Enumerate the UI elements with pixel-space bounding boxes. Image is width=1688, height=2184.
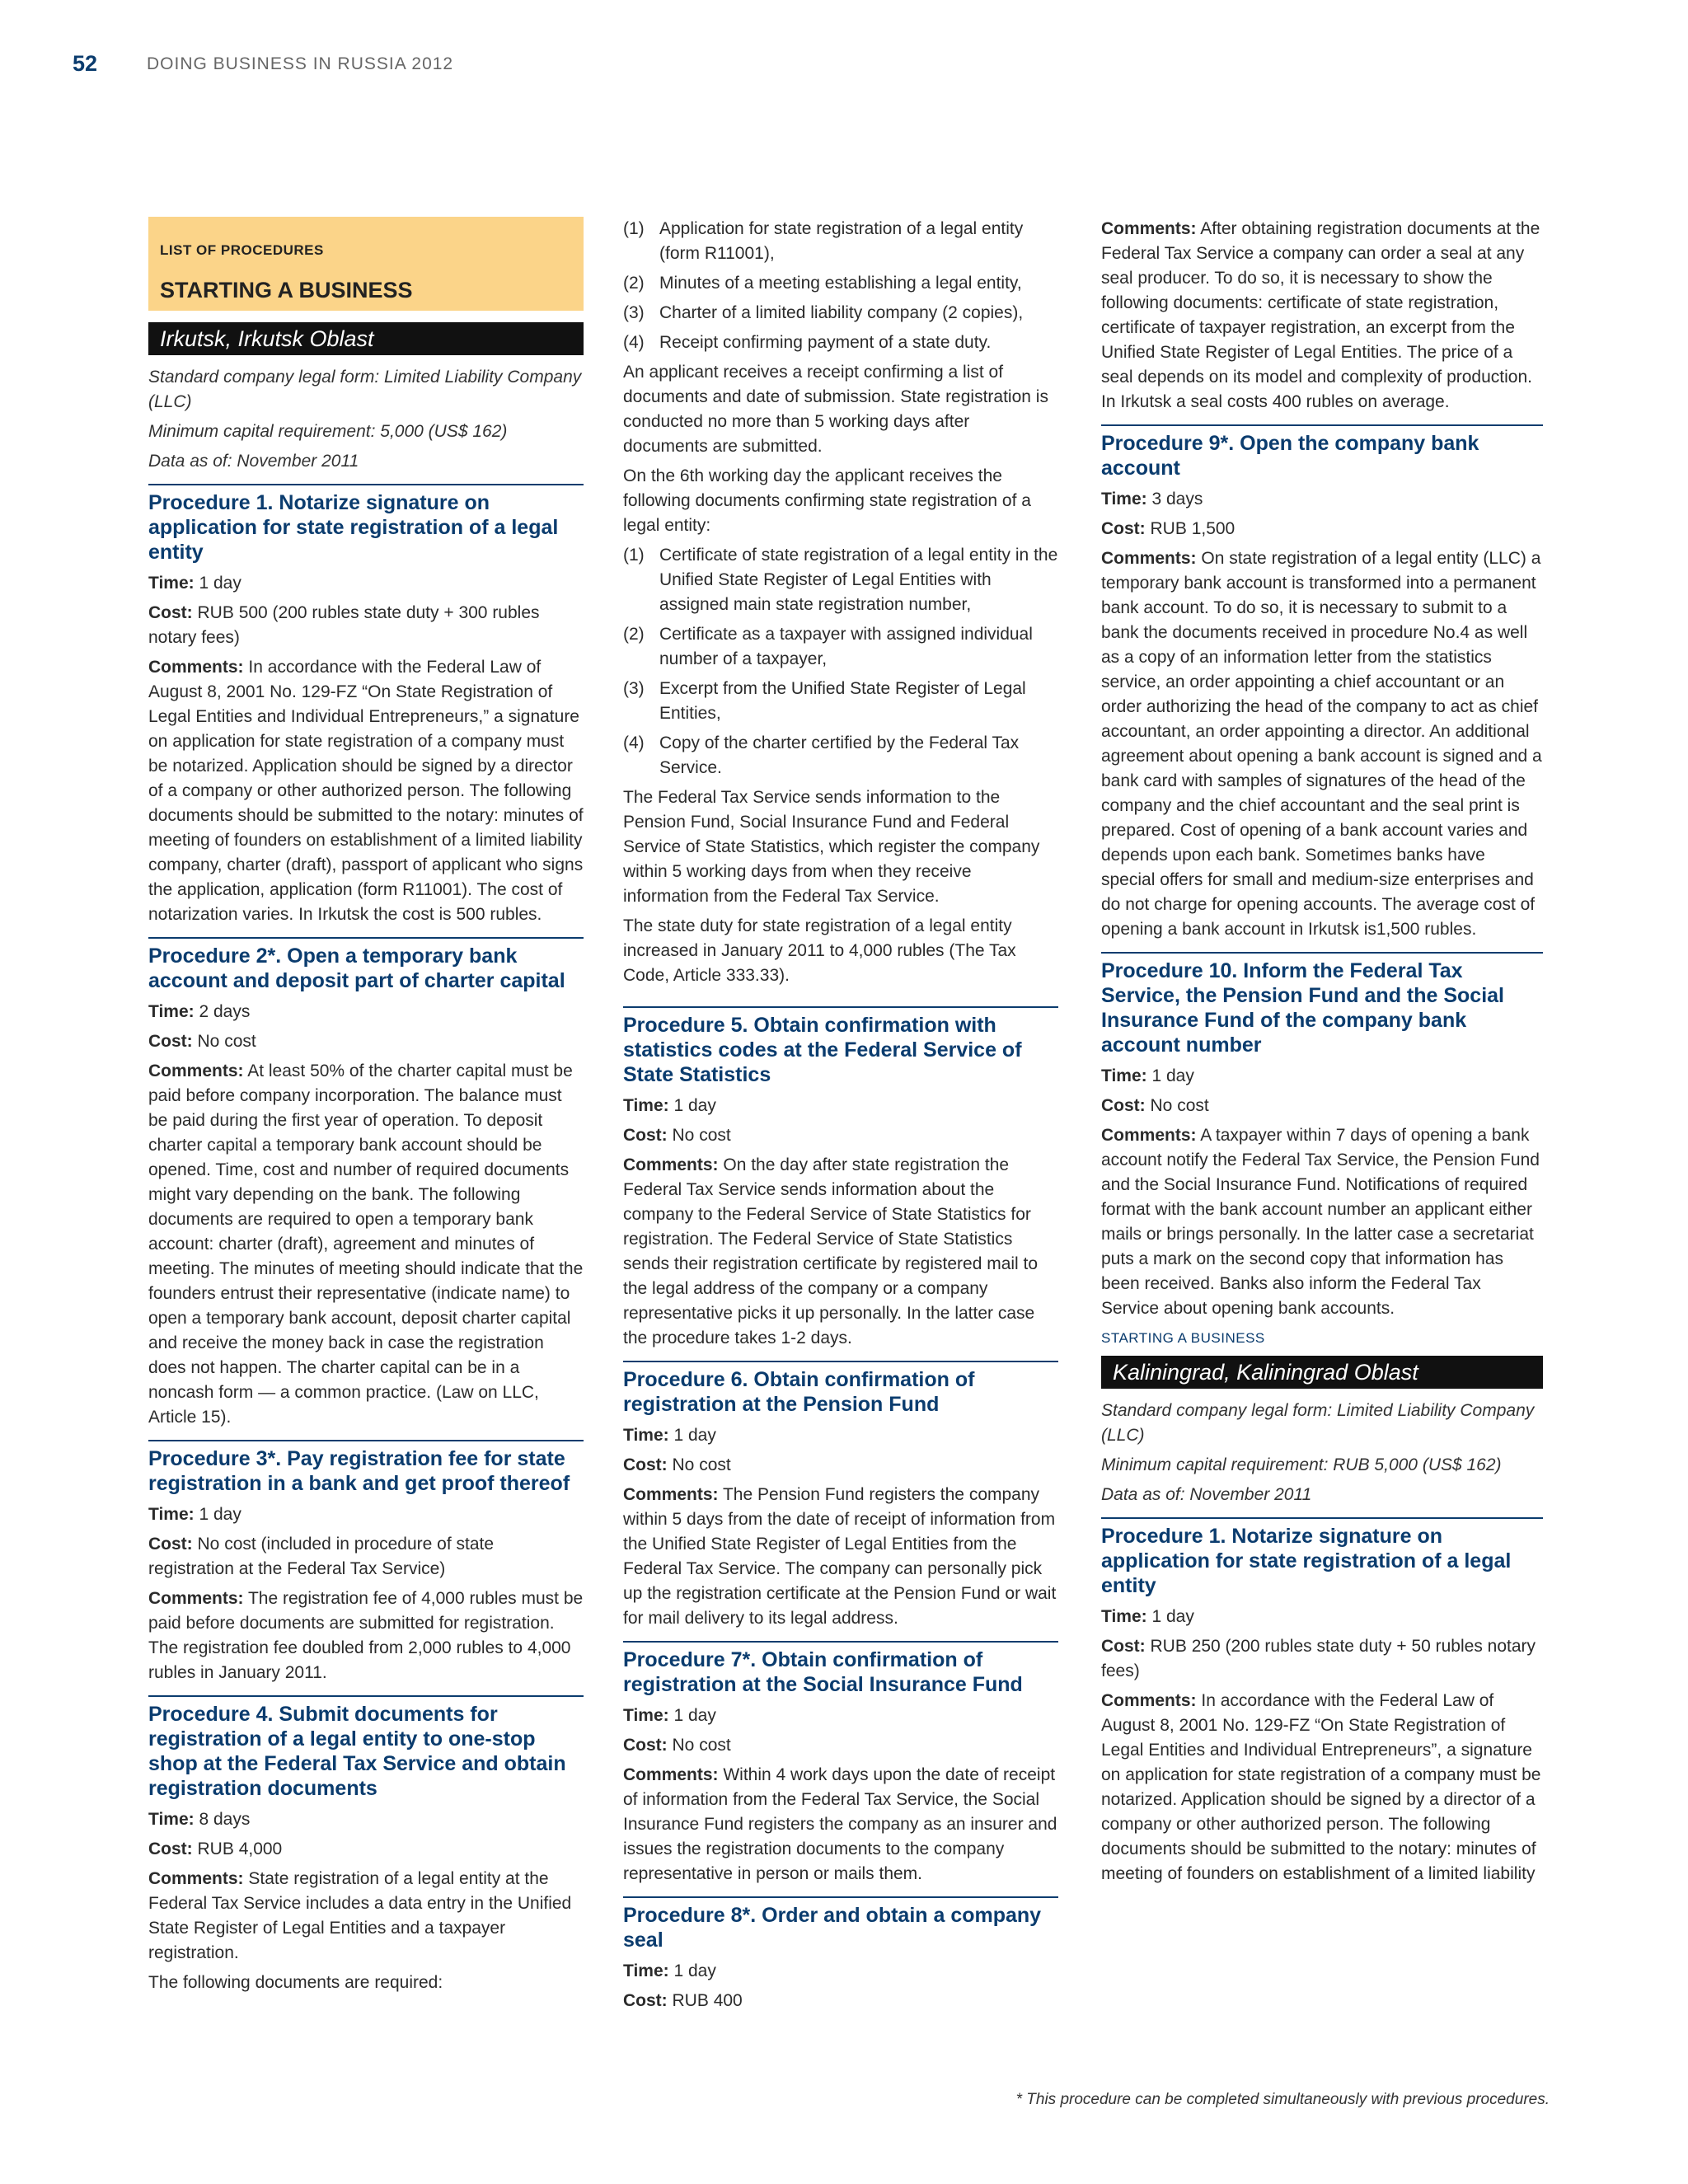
procedure-cost: Cost: RUB 500 (200 rubles state duty + 300 rubles notary fees): [148, 603, 540, 647]
box-label: LIST OF PROCEDURES: [160, 242, 324, 258]
procedure-cost: Cost: No cost: [148, 1032, 256, 1051]
paragraph: On the 6th working day the applicant receives the following documents confirming state registration of a legal entity:: [623, 466, 1031, 535]
city-heading: Kaliningrad, Kaliningrad Oblast: [1101, 1356, 1543, 1389]
list-item: (4) Receipt confirming payment of a state duty.: [623, 333, 992, 352]
procedure-time: Time: 1 day: [623, 1706, 716, 1725]
procedure-7: [623, 1641, 1058, 1886]
paragraph: The Federal Tax Service sends information to the Pension Fund, Social Insurance Fund and Federal Service of State Statistics, which register the company within 5 working days from when they receive information from the Federal Tax Service.: [623, 788, 1040, 906]
legal-form: Standard company legal form: Limited Liability Company (LLC): [1101, 1401, 1535, 1445]
procedure-title: Procedure 6. Obtain confirmation of registration at the Pension Fund: [623, 1368, 975, 1416]
list-item: (3) Charter of a limited liability company (2 copies),: [623, 303, 1024, 322]
paragraph: The state duty for state registration of a legal entity increased in January 2011 to 4,000 rubles (The Tax Code, Article 333.33).: [623, 916, 1016, 985]
procedure-title: Procedure 5. Obtain confirmation with statistics codes at the Federal Service of State Statistics: [623, 1014, 1022, 1086]
procedure-title: Procedure 8*. Order and obtain a company seal: [623, 1904, 1042, 1952]
list-item: (1) Certificate of state registration of a legal entity in the Unified State Register of Legal Entities with assigned main state registration number,: [623, 546, 1058, 614]
list-item: (4) Copy of the charter certified by the Federal Tax Service.: [623, 733, 1020, 777]
procedure-comments: Comments: Within 4 work days upon the date of receipt of information from the Federal Tax Service, the Social Insurance Fund registers the company as an insurer and issues the registration documents to the company representative in person or mails them.: [623, 1765, 1057, 1883]
procedure-cost: Cost: No cost (included in procedure of state registration at the Federal Tax Service): [148, 1535, 495, 1578]
section-label: STARTING A BUSINESS: [1101, 1330, 1265, 1346]
procedure-cost: Cost: No cost: [623, 1455, 731, 1474]
procedure-time: Time: 1 day: [623, 1426, 716, 1445]
procedure-cost: Cost: RUB 1,500: [1101, 519, 1236, 538]
procedure-8: [623, 1896, 1058, 2013]
procedure-4: [148, 1695, 584, 1995]
procedure-time: Time: 1 day: [148, 574, 241, 593]
kaliningrad-procedure-1: [1101, 1517, 1543, 1886]
data-as-of: Data as of: November 2011: [1101, 1485, 1312, 1504]
procedure-comments: Comments: In accordance with the Federal Law of August 8, 2001 No. 129-FZ “On State Registration of Legal Entities and Individual Entrepreneurs,” a signature on application for state registration of a company must be notarized. Application should be signed by a director of a company or other authorized person. The following documents should be submitted to the notary: minutes of meeting of founders on establishment of a limited liability company, charter (draft), passport of applicant who signs the application, application (form R11001). The cost of notarization varies. In Irkutsk the cost is 500 rubles.: [148, 658, 584, 924]
procedure-time: Time: 2 days: [148, 1002, 251, 1021]
procedure-comments: Comments: On the day after state registration the Federal Tax Service sends information about the company to the Federal Service of State Statistics for registration. The Federal Service of State Statistics sends their registration certificate by registered mail to the legal address of the company or a company representative picks it up personally. In the latter case the procedure takes 1-2 days.: [623, 1155, 1039, 1347]
procedure-comments: Comments: State registration of a legal entity at the Federal Tax Service includes a data entry in the Unified State Register of Legal Entities and a taxpayer registration.: [148, 1869, 572, 1962]
procedure-title: Procedure 4. Submit documents for registration of a legal entity to one-stop shop at the Federal Tax Service and obtain registration documents: [148, 1703, 566, 1800]
procedure-9: [1101, 424, 1543, 942]
column-2: [623, 217, 1058, 2018]
running-title: DOING BUSINESS IN RUSSIA 2012: [147, 54, 454, 73]
procedure-8-comments: Comments: After obtaining registration documents at the Federal Tax Service a company can order a seal at any seal producer. To do so, it is necessary to show the following documents: certificate of state registration, certificate of taxpayer registration, an excerpt from the Unified State Register of Legal Entities. The price of a seal depends on its model and complexity of production. In Irkutsk a seal costs 400 rubles on average.: [1101, 219, 1540, 411]
city-heading: Irkutsk, Irkutsk Oblast: [148, 322, 584, 355]
procedure-title: Procedure 7*. Obtain confirmation of registration at the Social Insurance Fund: [623, 1648, 1023, 1696]
procedures-box: [148, 217, 584, 311]
list-item: (1) Application for state registration of a legal entity (form R11001),: [623, 219, 1024, 263]
procedure-time: Time: 1 day: [623, 1961, 716, 1980]
procedure-6: [623, 1361, 1058, 1631]
footnote: * This procedure can be completed simultaneously with previous procedures.: [1015, 2091, 1550, 2108]
required-documents-list: [623, 217, 1058, 355]
procedure-title: Procedure 1. Notarize signature on application for state registration of a legal entity: [148, 491, 559, 564]
column-1: [148, 217, 584, 2000]
data-as-of: Data as of: November 2011: [148, 452, 359, 471]
received-documents-list: [623, 543, 1058, 780]
procedure-cost: Cost: No cost: [623, 1126, 731, 1145]
procedure-title: Procedure 3*. Pay registration fee for state registration in a bank and get proof thereof: [148, 1447, 570, 1495]
min-capital: Minimum capital requirement: RUB 5,000 (US$ 162): [1101, 1455, 1502, 1474]
procedure-time: Time: 1 day: [1101, 1066, 1194, 1085]
procedure-time: Time: 1 day: [148, 1505, 241, 1524]
page-number: 52: [73, 51, 98, 76]
paragraph: An applicant receives a receipt confirming a list of documents and date of submission. State registration is conducted no more than 5 working days after documents are submitted.: [623, 363, 1048, 456]
procedure-5: [623, 1006, 1058, 1351]
procedure-time: Time: 1 day: [623, 1096, 716, 1115]
legal-form: Standard company legal form: Limited Liability Company (LLC): [148, 368, 582, 411]
procedure-cost: Cost: RUB 400: [623, 1991, 743, 2010]
list-item: (2) Certificate as a taxpayer with assigned individual number of a taxpayer,: [623, 625, 1033, 668]
procedure-10: [1101, 952, 1543, 1321]
procedure-comments: Comments: At least 50% of the charter capital must be paid before company incorporation. The balance must be paid during the first year of operation. To deposit charter capital a temporary bank account should be opened. Time, cost and number of required documents might vary depending on the bank. The following documents are required to open a temporary bank account: charter (draft), agreement and minutes of meeting. The minutes of meeting should indicate that the founders entrust their representative (indicate name) to open a temporary bank account, deposit charter capital and receive the money back in case the registration does not happen. The charter capital can be in a noncash form — a common practice. (Law on LLC, Article 15).: [148, 1062, 584, 1427]
procedure-cost: Cost: No cost: [1101, 1096, 1209, 1115]
procedure-title: Procedure 1. Notarize signature on application for state registration of a legal entity: [1101, 1525, 1512, 1597]
procedure-title: Procedure 10. Inform the Federal Tax Service, the Pension Fund and the Social Insurance Fund of the company bank account number: [1101, 959, 1505, 1057]
procedure-comments: Comments: The registration fee of 4,000 rubles must be paid before documents are submitted for registration. The registration fee doubled from 2,000 rubles to 4,000 rubles in January 2011.: [148, 1589, 584, 1682]
procedure-time: Time: 3 days: [1101, 490, 1203, 509]
procedure-title: Procedure 2*. Open a temporary bank account and deposit part of charter capital: [148, 944, 565, 992]
procedure-comments: Comments: The Pension Fund registers the company within 5 days from the date of receipt of information from the Unified State Register of Legal Entities from the Federal Tax Service. The company can personally pick up the registration certificate at the Pension Fund or wait for mail delivery to its legal address.: [623, 1485, 1057, 1628]
box-title: STARTING A BUSINESS: [160, 278, 413, 302]
procedure-comments: Comments: In accordance with the Federal Law of August 8, 2001 No. 129-FZ “On State Registration of Legal Entities and Individual Entrepreneurs”, a signature on application for state registration of a company must be notarized. Application should be signed by a director of a company or other authorized person. The following documents should be submitted to the notary: minutes of meeting of founders on establishment of a limited liability: [1101, 1691, 1541, 1883]
procedure-1: [148, 484, 584, 927]
procedure-comments: Comments: On state registration of a legal entity (LLC) a temporary bank account is transformed into a permanent bank account. To do so, it is necessary to submit to a bank the documents received in procedure No.4 as well as a copy of an information letter from the statistics service, an order appointing a chief accountant or an order authorizing the head of the company to act as chief accountant, an order appointing a director. An additional agreement about opening a bank account is signed and a bank card with samples of signatures of the head of the company and the chief accountant and the seal print is prepared. Cost of opening of a bank account varies and depends upon each bank. Sometimes banks have special offers for small and medium-size enterprises and do not charge for opening accounts. The average cost of opening a bank account in Irkutsk is1,500 rubles.: [1101, 549, 1542, 939]
procedure-cost: Cost: RUB 250 (200 rubles state duty + 50 rubles notary fees): [1101, 1637, 1536, 1680]
list-item: (2) Minutes of a meeting establishing a legal entity,: [623, 274, 1022, 293]
column-3: [1101, 217, 1543, 1891]
procedure-2: [148, 937, 584, 1430]
procedure-title: Procedure 9*. Open the company bank account: [1101, 432, 1479, 480]
min-capital: Minimum capital requirement: 5,000 (US$ 162): [148, 422, 508, 441]
documents-intro: The following documents are required:: [148, 1973, 443, 1992]
procedure-comments: Comments: A taxpayer within 7 days of opening a bank account notify the Federal Tax Service, the Pension Fund and the Social Insurance Fund. Notifications of required format with the bank account number an applicant either mails or brings personally. In the latter case a secretariat puts a mark on the second copy that information has been received. Banks also inform the Federal Tax Service about opening bank accounts.: [1101, 1126, 1540, 1318]
procedure-time: Time: 8 days: [148, 1810, 251, 1829]
procedure-cost: Cost: RUB 4,000: [148, 1840, 283, 1858]
procedure-cost: Cost: No cost: [623, 1736, 731, 1755]
list-item: (3) Excerpt from the Unified State Register of Legal Entities,: [623, 679, 1026, 723]
procedure-time: Time: 1 day: [1101, 1607, 1194, 1626]
procedure-3: [148, 1440, 584, 1685]
